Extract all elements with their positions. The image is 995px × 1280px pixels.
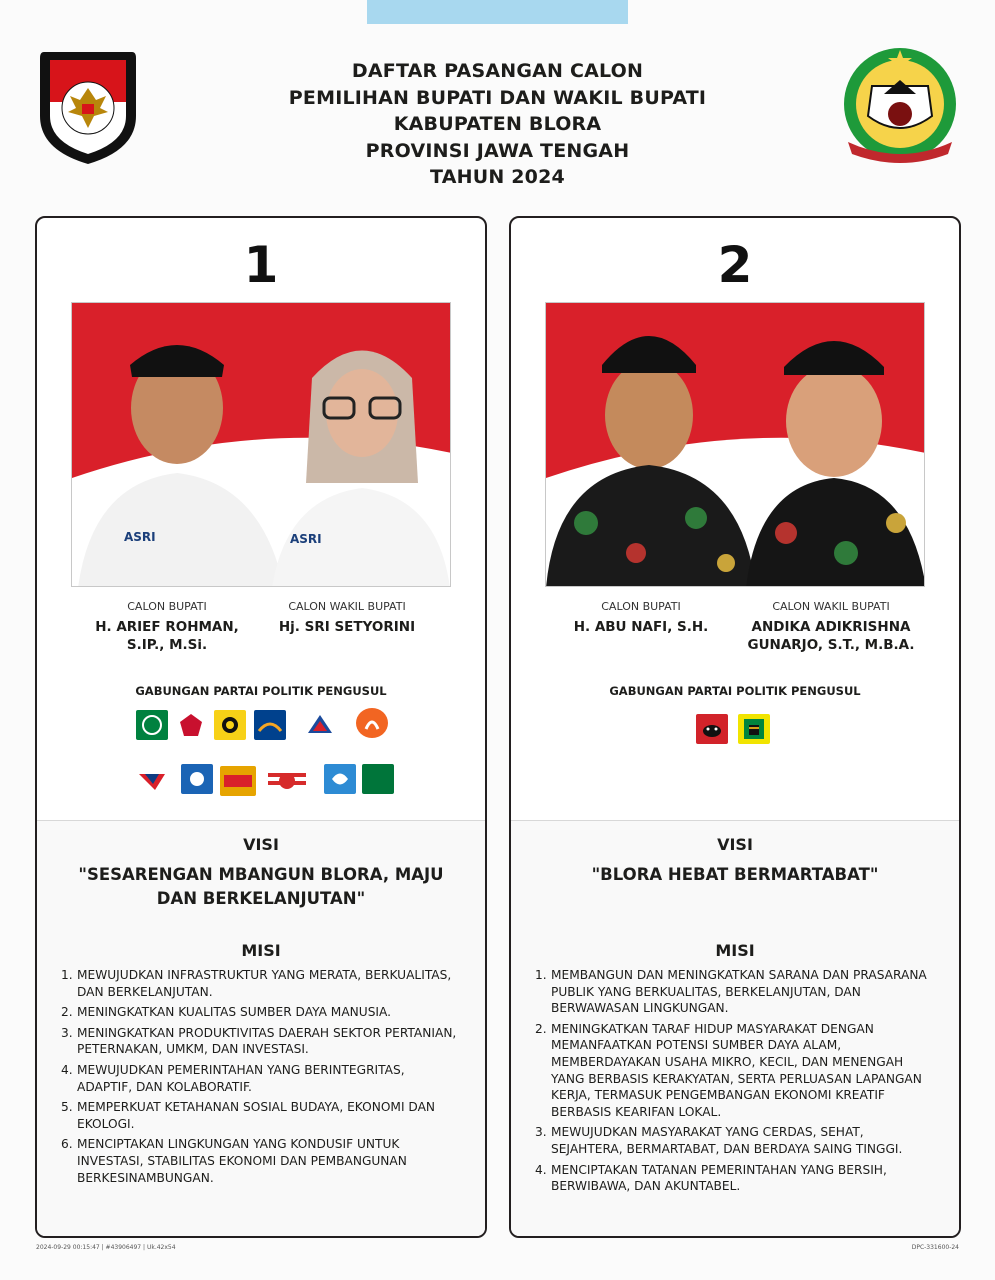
misi-item: 4. MENCIPTAKAN TATANAN PEMERINTAHAN YANG BERSIH, BERWIBAWA, DAN AKUNTABEL. [535,1162,887,1194]
kpu-emblem-icon [36,46,140,166]
coalition-label: GABUNGAN PARTAI POLITIK PENGUSUL [135,684,387,698]
misi-item: 3. MENINGKATKAN PRODUKTIVITAS DAERAH SEKTOR PERTANIAN, PETERNAKAN, UMKM, DAN INVESTASI. [61,1025,457,1057]
misi-item: 4. MEWUJUDKAN PEMERINTAHAN YANG BERINTEGRITAS, ADAPTIF, DAN KOLABORATIF. [61,1062,405,1094]
bupati-name: H. ABU NAFI, S.H. [573,619,709,635]
coalition-label: GABUNGAN PARTAI POLITIK PENGUSUL [609,684,861,698]
misi-item: 5. MEMPERKUAT KETAHANAN SOSIAL BUDAYA, EKONOMI DAN EKOLOGI. [61,1100,436,1131]
visi-text: "BLORA HEBAT BERMARTABAT" [591,865,879,884]
misi-list [535,967,935,1199]
party-gerindra-icon [174,708,208,742]
header-line: TAHUN 2024 [430,166,565,188]
misi-item: 2. MENINGKATKAN KUALITAS SUMBER DAYA MANUSIA. [61,1005,392,1020]
header-line: PROVINSI JAWA TENGAH [365,139,630,162]
party-golkar-icon [213,708,247,742]
candidate-card-1 [35,216,487,1238]
header-line: DAFTAR PASANGAN CALON [351,60,644,82]
blora-regency-emblem-icon [838,46,962,168]
candidate-card-2 [509,216,961,1238]
wakil-role-label: CALON WAKIL BUPATI [288,600,406,613]
header-line: KABUPATEN BLORA [393,113,602,135]
wakil-name: ANDIKA ADIKRISHNA GUNARJO, S.T., M.B.A. [747,619,915,653]
candidate-number: 1 [243,236,279,294]
visi-heading: VISI [243,835,279,854]
bupati-role-label: CALON BUPATI [127,600,207,613]
party-pkb-icon [135,708,169,742]
candidate-pair-2-photo [545,302,925,587]
visi-text: "SESARENGAN MBANGUN BLORA, MAJU DAN BERKELANJUTAN" [78,865,444,908]
wakil-role-label: CALON WAKIL BUPATI [772,600,890,613]
misi-heading: MISI [715,941,755,960]
misi-item: 1. MEMBANGUN DAN MENINGKATKAN SARANA DAN PRASARANA PUBLIK YANG BERKUALITAS, BERKELANJUTAN, DAN BERWAWASAN LINGKUNGAN. [535,968,927,1016]
candidate-number: 2 [717,236,753,294]
party-pan-icon [180,762,214,796]
top-color-tab [367,0,628,24]
candidate-pair-1-photo [71,302,451,587]
bupati-name: H. ARIEF ROHMAN, S.IP., M.Si. [95,619,239,653]
misi-item: 1. MEWUJUDKAN INFRASTRUKTUR YANG MERATA, BERKUALITAS, DAN BERKELANJUTAN. [61,968,452,999]
party-perindo-icon [135,764,169,798]
party-pks-icon [355,706,389,740]
print-metadata: 2024-09-29 00:15:47 | #43906497 | Uk.42x54 [36,1244,176,1251]
misi-item: 6. MENCIPTAKAN LINGKUNGAN YANG KONDUSIF UNTUK INVESTASI, STABILITAS EKONOMI DAN PEMBANGUNAN BERKESINAMBUNGAN. [61,1137,407,1185]
party-hanura-icon [221,764,255,798]
print-code: DPC-331600-24 [911,1244,959,1251]
party-pbb-icon [361,762,395,796]
party-gelora-icon [323,762,357,796]
misi-item: 2. MENINGKATKAN TARAF HIDUP MASYARAKAT DENGAN MEMANFAATKAN POTENSI SUMBER DAYA ALAM, MEMBERDAYAKAN USAHA MIKRO, KECIL, DAN MENENGAH YANG BERBASIS KERAKYATAN, SERTA PERLUASAN LAPANGAN KERJA, TERMASUK PENGEMBANGAN EKONOMI KREATIF BERBASIS KEARIFAN LOKAL. [535,1021,922,1119]
party-buruh-icon [270,764,304,798]
party-ppp-icon [737,712,771,746]
visi-heading: VISI [717,835,753,854]
party-nasdem-icon [253,708,287,742]
wakil-name: Hj. SRI SETYORINI [278,619,416,635]
misi-list [61,967,461,1190]
party-pdi-perjuangan-icon [695,712,729,746]
misi-heading: MISI [241,941,281,960]
svg-text:ASRI: ASRI [124,530,156,544]
misi-item: 3. MEWUJUDKAN MASYARAKAT YANG CERDAS, SEHAT, SEJAHTERA, BERMARTABAT, DAN BERDAYA SAING TINGGI. [535,1125,903,1156]
bupati-role-label: CALON BUPATI [601,600,681,613]
header-line: PEMILIHAN BUPATI DAN WAKIL BUPATI [288,86,707,109]
party-demokrat-icon [303,708,337,742]
svg-text:ASRI: ASRI [290,532,322,546]
document-header [200,58,795,191]
